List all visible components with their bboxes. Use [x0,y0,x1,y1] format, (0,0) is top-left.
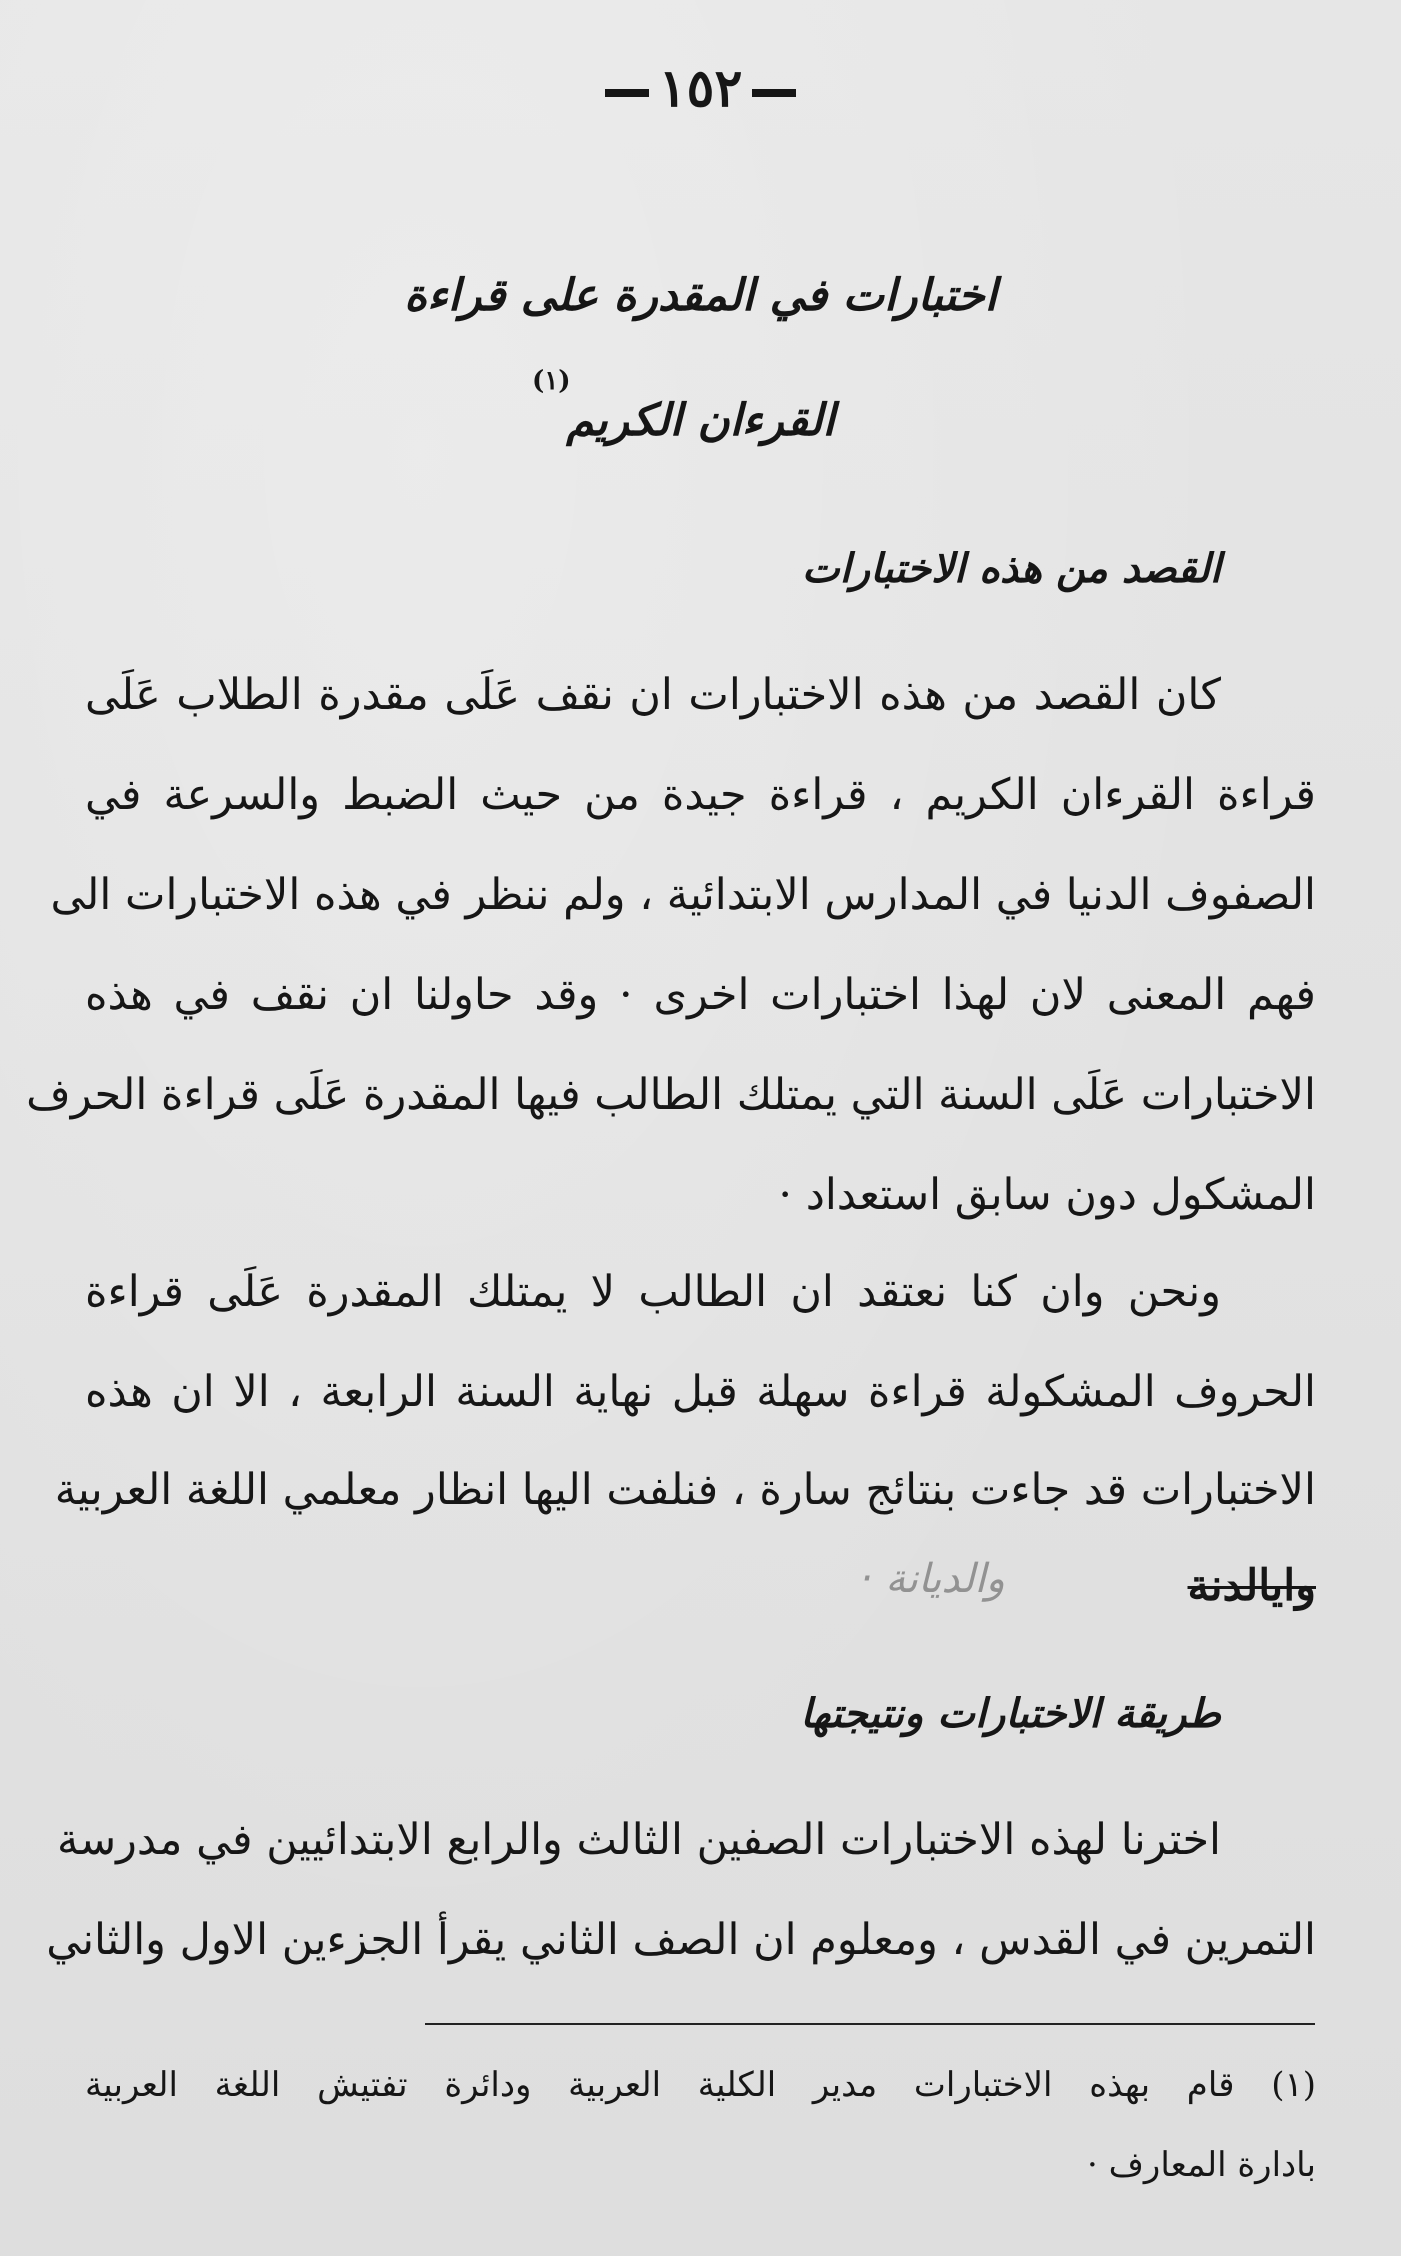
paragraph-line: كان القصد من هذه الاختبارات ان نقف عَلَى مقدرة الطلاب عَلَى [85,670,1221,720]
page-title-line-2: القرءان الكريم [566,395,835,446]
page-number-text: ١٥٢ [658,58,743,119]
footnote-divider [425,2023,1315,2025]
footnote-line: (١) قام بهذه الاختبارات مدير الكلية العربية ودائرة تفتيش اللغة العربية [85,2065,1316,2105]
paragraph-line: المشكول دون سابق استعداد · [778,1170,1316,1220]
paragraph-line: الصفوف الدنيا في المدارس الابتدائية ، ولم ننظر في هذه الاختبارات الى [50,870,1316,920]
footnote-line: بادارة المعارف · [1087,2145,1316,2185]
handwritten-correction: والديانة · [860,1556,1005,1602]
paragraph-line: الاختبارات قد جاءت بنتائج سارة ، فنلفت اليها انظار معلمي اللغة العربية [54,1465,1316,1515]
footnote-reference: (١) [532,366,571,396]
section-heading-method: طريقة الاختبارات ونتيجتها [800,1690,1221,1737]
struck-text: وايالدنة [1187,1561,1316,1611]
dash-right [752,89,796,97]
paragraph-line: الحروف المشكولة قراءة سهلة قبل نهاية السنة الرابعة ، الا ان هذه [85,1367,1316,1417]
paragraph-line: ونحن وان كنا نعتقد ان الطالب لا يمتلك المقدرة عَلَى قراءة [85,1267,1221,1317]
struck-line [1188,1556,1316,1616]
paragraph-line: قراءة القرءان الكريم ، قراءة جيدة من حيث الضبط والسرعة في [85,770,1316,820]
paragraph-line: فهم المعنى لان لهذا اختبارات اخرى · وقد حاولنا ان نقف في هذه [85,970,1316,1020]
page-number [0,58,1401,119]
paragraph-line: اخترنا لهذه الاختبارات الصفين الثالث والرابع الابتدائيين في مدرسة [57,1815,1221,1865]
paragraph-line: التمرين في القدس ، ومعلوم ان الصف الثاني يقرأ الجزءين الاول والثاني [46,1915,1316,1965]
paragraph-line: الاختبارات عَلَى السنة التي يمتلك الطالب فيها المقدرة عَلَى قراءة الحرف [26,1070,1316,1120]
section-heading-purpose: القصد من هذه الاختبارات [802,545,1221,592]
page-title-line-1: اختبارات في المقدرة على قراءة [404,270,997,321]
dash-left [605,89,649,97]
